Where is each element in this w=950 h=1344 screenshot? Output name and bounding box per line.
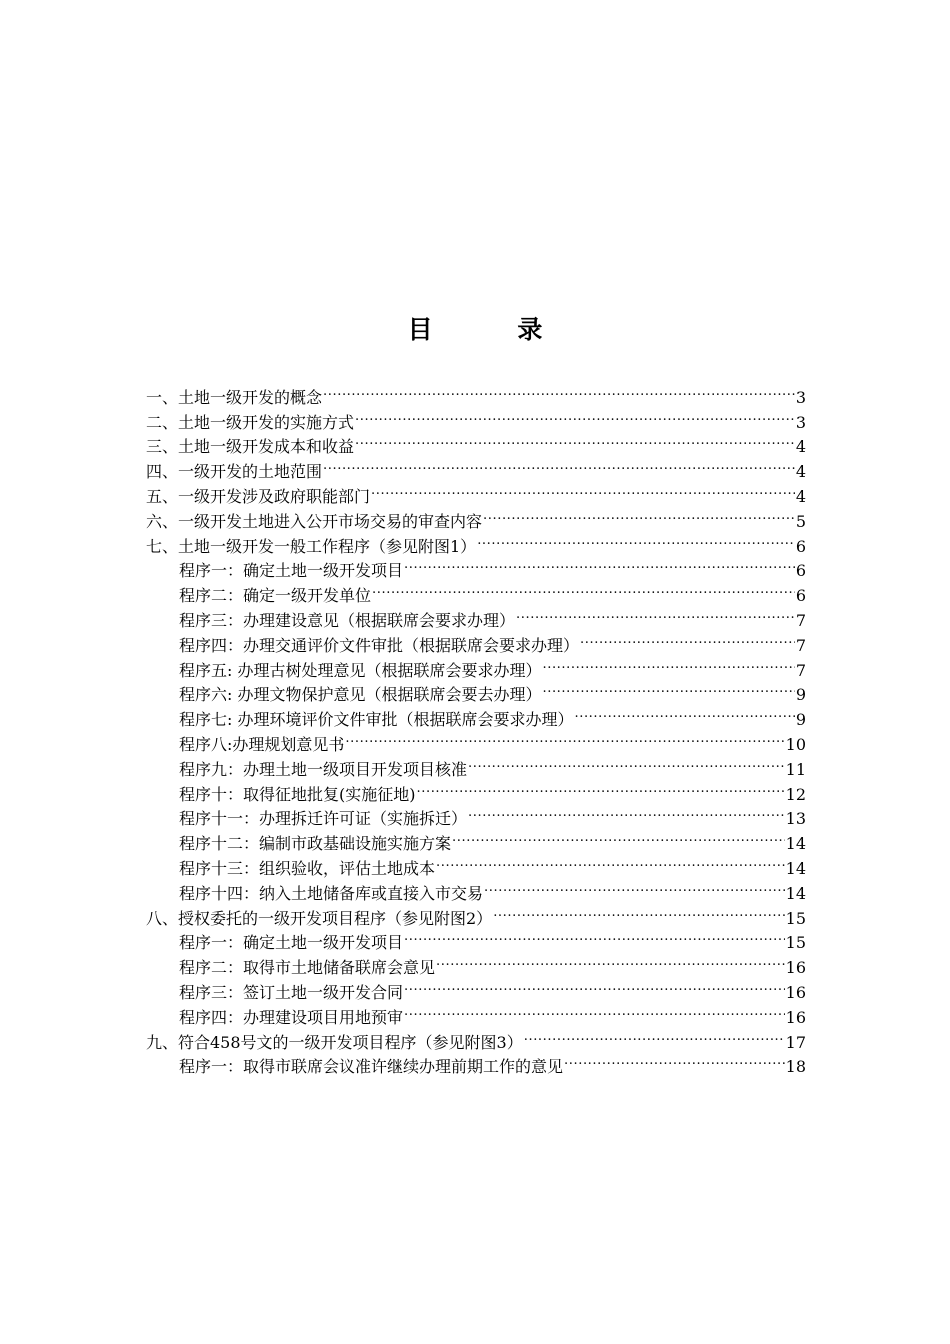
toc-entry-page-number: 16 (785, 1007, 806, 1027)
toc-dot-leader (404, 973, 785, 998)
toc-dot-leader (436, 948, 785, 973)
toc-dot-leader (493, 899, 784, 924)
toc-entry-page-number: 18 (785, 1057, 806, 1077)
toc-dot-leader (452, 824, 785, 849)
toc-entry-label: 程序八:办理规划意见书 (179, 734, 345, 754)
toc-dot-leader (477, 527, 795, 552)
toc-entry-page-number: 6 (795, 536, 806, 556)
toc-dot-leader (323, 378, 795, 403)
toc-entry-page-number: 7 (795, 660, 806, 680)
toc-entry-label: 程序十四：纳入土地储备库或直接入市交易 (179, 883, 484, 903)
toc-dot-leader (484, 874, 785, 899)
toc-dot-leader (355, 428, 795, 453)
toc-entry-page-number: 15 (785, 933, 806, 953)
toc-entry-page-number: 13 (785, 809, 806, 829)
toc-dot-leader (524, 1023, 785, 1048)
toc-entry-label: 程序九：办理土地一级项目开发项目核准 (179, 759, 468, 779)
toc-entry-label: 程序六: 办理文物保护意见（根据联席会要去办理） (179, 685, 542, 705)
toc-dot-leader (372, 576, 795, 601)
toc-entry-page-number: 5 (795, 511, 806, 531)
toc-dot-leader (564, 1048, 785, 1073)
toc-dot-leader (580, 626, 795, 651)
toc-dot-leader (371, 477, 795, 502)
toc-dot-leader (516, 601, 795, 626)
toc-entry[interactable] (146, 378, 806, 407)
toc-entry-page-number: 14 (785, 834, 806, 854)
toc-dot-leader (468, 800, 785, 825)
toc-entry-label: 七、土地一级开发一般工作程序（参见附图1） (146, 536, 477, 556)
toc-entry-page-number: 4 (795, 462, 806, 482)
toc-entry-label: 程序十二：编制市政基础设施实施方案 (179, 834, 452, 854)
toc-entry-label: 一、土地一级开发的概念 (146, 387, 323, 407)
toc-dot-leader (574, 700, 794, 725)
toc-title: 目 录 (407, 315, 581, 344)
toc-entry-page-number: 7 (795, 610, 806, 630)
toc-entry-label: 五、一级开发涉及政府职能部门 (146, 486, 371, 506)
toc-entry-label: 四、一级开发的土地范围 (146, 462, 323, 482)
toc-entry-label: 程序十三：组织验收，评估土地成本 (179, 858, 436, 878)
toc-entry-page-number: 3 (795, 387, 806, 407)
toc-entry-page-number: 10 (785, 734, 806, 754)
toc-entry-page-number: 17 (785, 1032, 806, 1052)
toc-dot-leader (468, 750, 785, 775)
toc-entry-page-number: 6 (795, 586, 806, 606)
toc-entry-page-number: 16 (785, 982, 806, 1002)
toc-entry-page-number: 4 (795, 437, 806, 457)
toc-entry-label: 程序三：办理建设意见（根据联席会要求办理） (179, 610, 516, 630)
toc-entry-label: 三、土地一级开发成本和收益 (146, 437, 355, 457)
toc-entry-label: 程序十：取得征地批复(实施征地) (179, 784, 416, 804)
toc-entry-page-number: 7 (795, 635, 806, 655)
toc-list (146, 378, 806, 1077)
toc-entry-label: 二、土地一级开发的实施方式 (146, 412, 355, 432)
toc-entry-page-number: 11 (785, 759, 806, 779)
toc-entry-label: 程序三：签订土地一级开发合同 (179, 982, 404, 1002)
toc-dot-leader (404, 924, 785, 949)
toc-dot-leader (542, 651, 794, 676)
toc-dot-leader (404, 552, 795, 577)
toc-entry-label: 程序四：办理建设项目用地预审 (179, 1007, 404, 1027)
toc-dot-leader (542, 676, 794, 701)
toc-entry-label: 程序一：取得市联席会议准许继续办理前期工作的意见 (179, 1057, 564, 1077)
toc-entry-page-number: 6 (795, 561, 806, 581)
toc-entry-label: 程序二：取得市土地储备联席会意见 (179, 958, 436, 978)
toc-entry-label: 程序一：确定土地一级开发项目 (179, 933, 404, 953)
toc-entry-label: 程序二：确定一级开发单位 (179, 586, 372, 606)
toc-entry-page-number: 14 (785, 883, 806, 903)
toc-dot-leader (483, 502, 795, 527)
toc-dot-leader (355, 403, 795, 428)
toc-entry-label: 八、授权委托的一级开发项目程序（参见附图2） (146, 908, 493, 928)
toc-entry-page-number: 9 (795, 710, 806, 730)
toc-entry-page-number: 4 (795, 486, 806, 506)
toc-dot-leader (436, 849, 785, 874)
toc-entry-label: 六、一级开发土地进入公开市场交易的审查内容 (146, 511, 483, 531)
toc-dot-leader (417, 775, 785, 800)
toc-dot-leader (404, 998, 785, 1023)
toc-entry-page-number: 3 (795, 412, 806, 432)
toc-entry-label: 程序七: 办理环境评价文件审批（根据联席会要求办理） (179, 710, 574, 730)
toc-entry-label: 九、符合458号文的一级开发项目程序（参见附图3） (146, 1032, 523, 1052)
toc-entry-page-number: 15 (785, 908, 806, 928)
toc-entry-page-number: 12 (785, 784, 806, 804)
toc-entry-page-number: 16 (785, 958, 806, 978)
toc-dot-leader (345, 725, 784, 750)
toc-entry-label: 程序十一：办理拆迁许可证（实施拆迁） (179, 809, 468, 829)
toc-entry-page-number: 9 (795, 685, 806, 705)
toc-entry-label: 程序五: 办理古树处理意见（根据联席会要求办理） (179, 660, 542, 680)
toc-dot-leader (323, 452, 795, 477)
toc-entry-label: 程序四：办理交通评价文件审批（根据联席会要求办理） (179, 635, 580, 655)
toc-entry-page-number: 14 (785, 858, 806, 878)
toc-entry-label: 程序一：确定土地一级开发项目 (179, 561, 404, 581)
